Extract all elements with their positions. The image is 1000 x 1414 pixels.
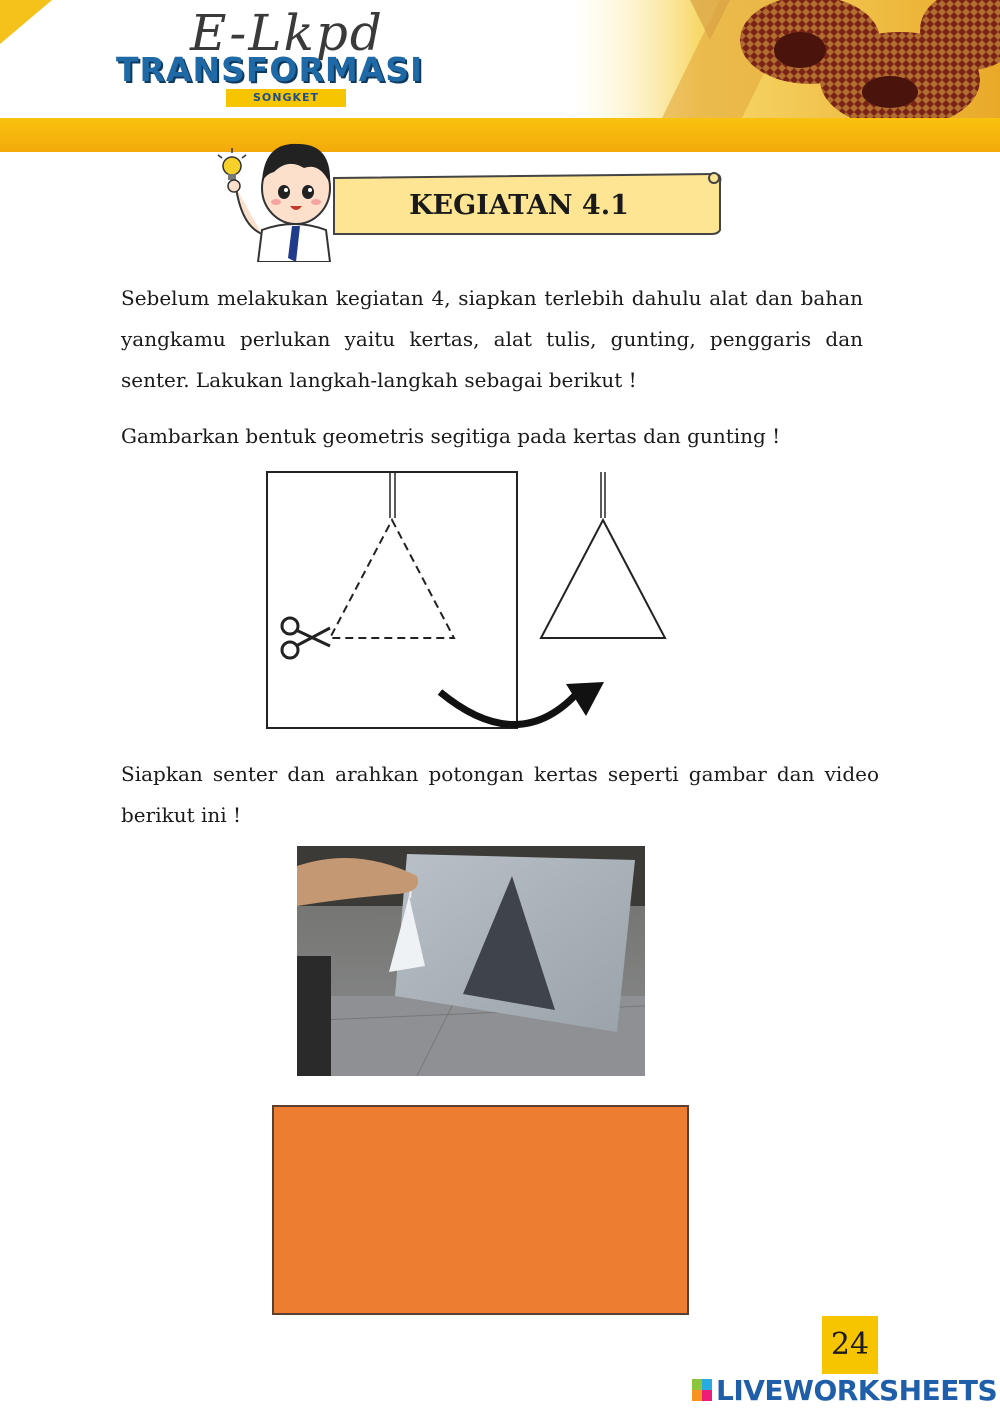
intro-paragraph: Sebelum melakukan kegiatan 4, siapkan terlebih dahulu alat dan bahan yangkamu perlukan yaitu kertas, alat tulis, gunting, penggaris dan senter. Lakukan langkah-langkah sebagai berikut !: [121, 286, 863, 392]
liveworksheets-brand: LIVEWORKSHEETS: [716, 1373, 998, 1407]
cutout-triangle: [541, 520, 665, 638]
logo-subtitle: SONGKET: [226, 89, 346, 107]
activity-title: KEGIATAN 4.1: [409, 190, 629, 221]
page-number: 24: [822, 1316, 878, 1374]
corner-decoration: [0, 0, 52, 44]
page-header: [0, 0, 1000, 152]
liveworksheets-icon: [692, 1379, 712, 1401]
logo-script-title: E-Lkpd: [190, 4, 384, 62]
header-band: [0, 118, 1000, 152]
cut-triangle-diagram: [262, 468, 672, 734]
paper-sheet: [267, 472, 517, 728]
instruction-flashlight: Siapkan senter dan arahkan potongan kertas seperti gambar dan video berikut ini !: [121, 762, 879, 827]
liveworksheets-logo[interactable]: [692, 1372, 997, 1408]
instruction-draw: Gambarkan bentuk geometris segitiga pada kertas dan gunting !: [121, 424, 781, 448]
video-placeholder[interactable]: [272, 1105, 689, 1315]
logo-main-title: TRANSFORMASI: [116, 50, 424, 89]
songket-banner-image: [570, 0, 1000, 122]
shadow-experiment-photo: [297, 846, 645, 1076]
